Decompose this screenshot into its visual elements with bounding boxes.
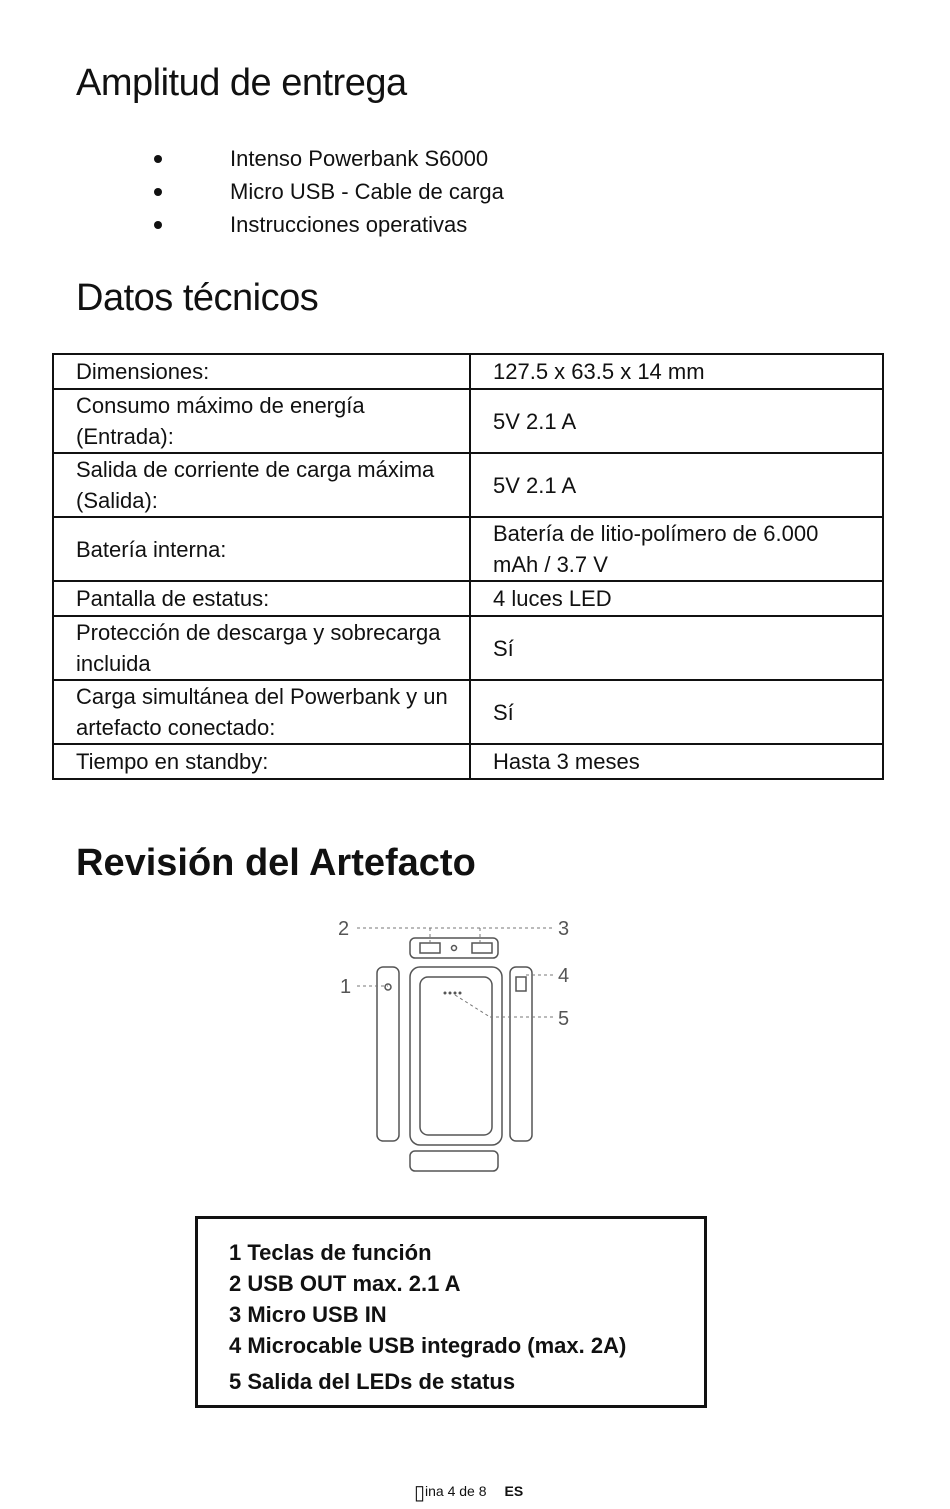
legend-item: 5 Salida del LEDs de status bbox=[229, 1369, 516, 1394]
tech-specs-table bbox=[52, 353, 884, 780]
table-row bbox=[53, 354, 883, 389]
list-item: Intenso Powerbank S6000 bbox=[150, 142, 504, 175]
spec-label: Batería interna: bbox=[53, 517, 470, 581]
page-footer bbox=[414, 1480, 523, 1505]
section-title-tech: Datos técnicos bbox=[76, 277, 319, 319]
table-row bbox=[53, 680, 883, 744]
spec-value: 5V 2.1 A bbox=[470, 453, 883, 517]
left-view bbox=[377, 967, 399, 1141]
spec-label: Salida de corriente de carga máxima (Salida): bbox=[53, 453, 470, 517]
page-number: ina 4 de 8 bbox=[425, 1483, 487, 1499]
spec-label: Pantalla de estatus: bbox=[53, 581, 470, 616]
spec-value: Hasta 3 meses bbox=[470, 744, 883, 779]
spec-label: Consumo máximo de energía (Entrada): bbox=[53, 389, 470, 453]
powerbank-diagram bbox=[330, 905, 590, 1195]
delivery-list bbox=[150, 142, 504, 241]
table-row bbox=[53, 389, 883, 453]
spec-value: Sí bbox=[470, 616, 883, 680]
callout-2: 2 bbox=[338, 918, 350, 940]
callout-1: 1 bbox=[340, 976, 352, 998]
top-view bbox=[410, 938, 498, 958]
callout-4: 4 bbox=[558, 965, 570, 987]
spec-label: Dimensiones: bbox=[53, 354, 470, 389]
spec-value: 127.5 x 63.5 x 14 mm bbox=[470, 354, 883, 389]
led-dots bbox=[444, 992, 462, 995]
legend-item: 1 Teclas de función bbox=[229, 1240, 432, 1265]
spec-value: 4 luces LED bbox=[470, 581, 883, 616]
section-title-delivery: Amplitud de entrega bbox=[76, 62, 407, 104]
list-item: Micro USB - Cable de carga bbox=[150, 175, 504, 208]
right-view bbox=[510, 967, 532, 1141]
spec-value: Sí bbox=[470, 680, 883, 744]
page-marker-icon: ▯ bbox=[414, 1482, 426, 1504]
table-row bbox=[53, 616, 883, 680]
legend-item: 2 USB OUT max. 2.1 A bbox=[229, 1271, 461, 1296]
table-row bbox=[53, 453, 883, 517]
spec-label: Protección de descarga y sobrecarga incluida bbox=[53, 616, 470, 680]
language-code: ES bbox=[504, 1483, 524, 1499]
legend-item: 3 Micro USB IN bbox=[229, 1302, 387, 1327]
table-row bbox=[53, 744, 883, 779]
spec-value: Batería de litio-polímero de 6.000 mAh / 3.7 V bbox=[470, 517, 883, 581]
table-row bbox=[53, 517, 883, 581]
table-row bbox=[53, 581, 883, 616]
list-item: Instrucciones operativas bbox=[150, 208, 504, 241]
bottom-view bbox=[410, 1151, 498, 1171]
spec-label: Tiempo en standby: bbox=[53, 744, 470, 779]
spec-value: 5V 2.1 A bbox=[470, 389, 883, 453]
callout-3: 3 bbox=[558, 918, 570, 940]
section-title-overview: Revisión del Artefacto bbox=[76, 842, 476, 884]
callout-5: 5 bbox=[558, 1008, 570, 1030]
legend-box bbox=[195, 1216, 707, 1408]
spec-label: Carga simultánea del Powerbank y un artefacto conectado: bbox=[53, 680, 470, 744]
legend-item: 4 Microcable USB integrado (max. 2A) bbox=[229, 1333, 627, 1358]
